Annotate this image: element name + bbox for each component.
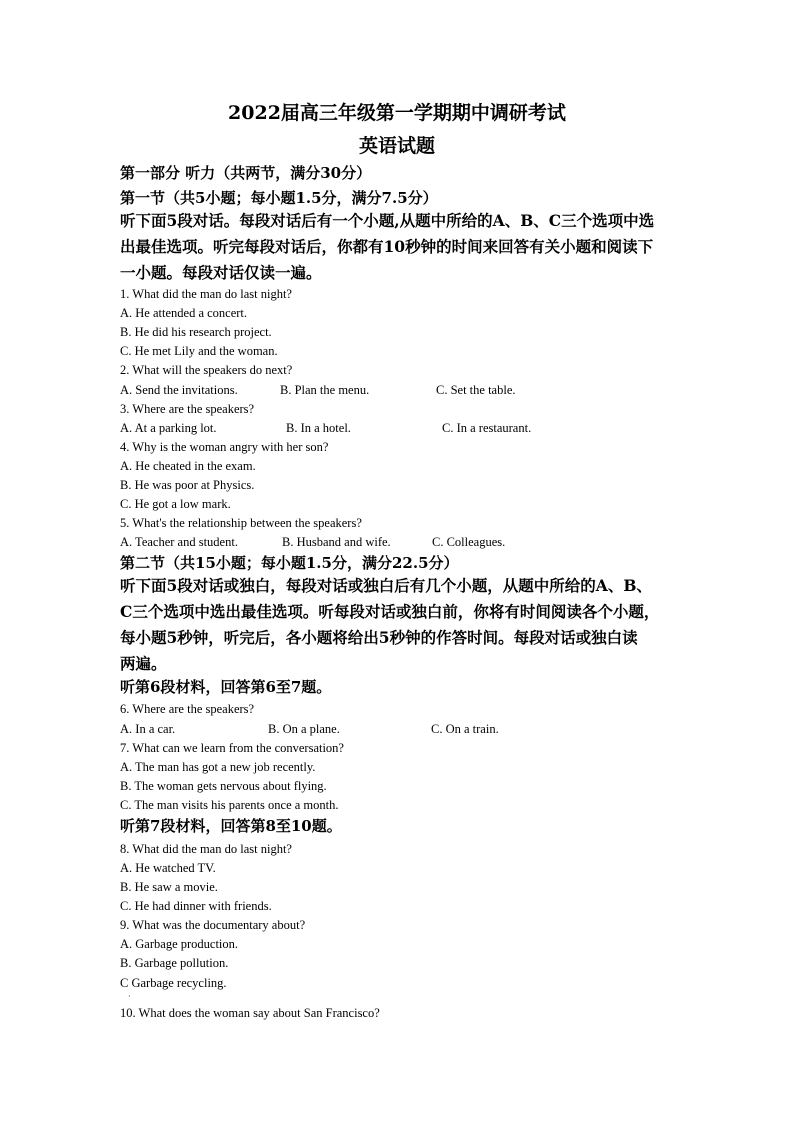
question-option: A. The man has got a new job recently.: [120, 760, 316, 774]
section2-instructions: [120, 573, 680, 677]
stray-dot: ·: [128, 992, 131, 1001]
instruction-line: 听下面5段对话。每段对话后有一个小题,从题中所给的A、B、C三个选项中选: [120, 211, 655, 230]
question-stem: 6. Where are the speakers?: [120, 702, 255, 716]
question-stem: 3. Where are the speakers?: [120, 402, 255, 416]
instruction-line: 出最佳选项。听完每段对话后，你都有10秒钟的时间来回答有关小题和阅读下: [120, 237, 654, 256]
part1-heading: 第一部分 听力（共两节，满分30分）: [120, 164, 372, 182]
question-option: C. He had dinner with friends.: [120, 899, 272, 913]
question-option: B. On a plane.: [268, 722, 340, 736]
question-option: B. He was poor at Physics.: [120, 478, 255, 492]
question-stem: 9. What was the documentary about?: [120, 918, 306, 932]
question-option: C. He met Lily and the woman.: [120, 344, 278, 358]
exam-title: 2022届高三年级第一学期期中调研考试: [228, 102, 566, 124]
question-stem: 5. What's the relationship between the speakers?: [120, 516, 362, 530]
question-stem: 10. What does the woman say about San Francisco?: [120, 1006, 380, 1020]
question-option: B. The woman gets nervous about flying.: [120, 779, 327, 793]
question-option: C. In a restaurant.: [442, 421, 532, 435]
question-option: C. On a train.: [431, 722, 499, 736]
question-option: B. Plan the menu.: [280, 383, 370, 397]
question-stem: 2. What will the speakers do next?: [120, 363, 293, 377]
instruction-line: C三个选项中选出最佳选项。听每段对话或独白前，你将有时间阅读各个小题，: [120, 602, 660, 621]
question-stem: 1. What did the man do last night?: [120, 287, 292, 301]
instruction-line: 每小题5秒钟，听完后，各小题将给出5秒钟的作答时间。每段对话或独白读: [120, 628, 638, 647]
question-option: A. He attended a concert.: [120, 306, 248, 320]
question-option: C. He got a low mark.: [120, 497, 231, 511]
material-7-heading: 听第7段材料，回答第8至10题。: [120, 817, 342, 835]
section1-instructions: [120, 208, 680, 286]
question-option: A. Send the invitations.: [120, 383, 238, 397]
material-6-heading: 听第6段材料，回答第6至7题。: [120, 678, 332, 696]
question-option: C Garbage recycling.: [120, 976, 227, 990]
question-option: A. In a car.: [120, 722, 176, 736]
instruction-line: 听下面5段对话或独白，每段对话或独白后有几个小题，从题中所给的A、B、: [120, 576, 652, 595]
question-option: A. He watched TV.: [120, 861, 216, 875]
question-option: A. Teacher and student.: [120, 535, 238, 549]
section1-heading: 第一节（共5小题；每小题1.5分，满分7.5分）: [120, 189, 438, 207]
question-stem: 8. What did the man do last night?: [120, 842, 292, 856]
question-option: B. He saw a movie.: [120, 880, 218, 894]
instruction-line: 一小题。每段对话仅读一遍。: [120, 263, 322, 282]
question-option: C. Set the table.: [436, 383, 516, 397]
question-stem: 4. Why is the woman angry with her son?: [120, 440, 329, 454]
exam-subtitle: 英语试题: [358, 135, 435, 157]
question-option: A. He cheated in the exam.: [120, 459, 256, 473]
section2-heading: 第二节（共15小题；每小题1.5分，满分22.5分）: [120, 554, 459, 572]
question-option: B. He did his research project.: [120, 325, 272, 339]
question-option: B. Husband and wife.: [282, 535, 391, 549]
question-option: A. At a parking lot.: [120, 421, 217, 435]
question-option: B. Garbage pollution.: [120, 956, 229, 970]
question-option: C. The man visits his parents once a month.: [120, 798, 339, 812]
question-stem: 7. What can we learn from the conversation?: [120, 741, 344, 755]
question-option: B. In a hotel.: [286, 421, 351, 435]
instruction-line: 两遍。: [120, 654, 167, 673]
question-option: C. Colleagues.: [432, 535, 506, 549]
question-option: A. Garbage production.: [120, 937, 239, 951]
